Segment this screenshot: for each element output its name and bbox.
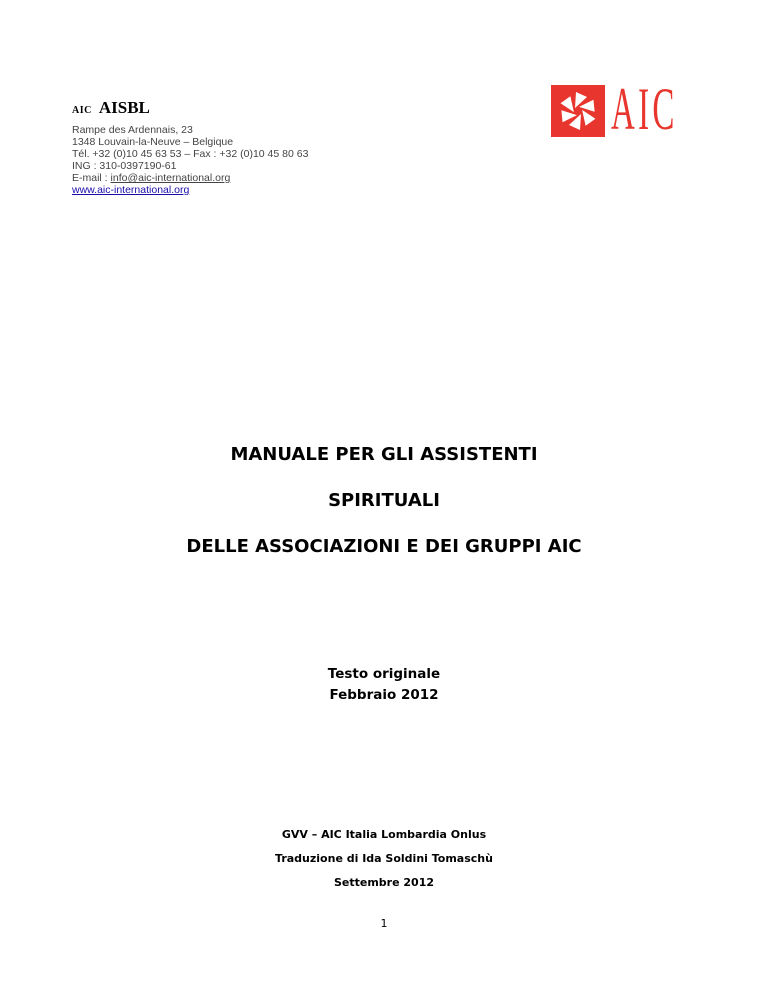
address-block [72,124,308,196]
address-street: Rampe des Ardennais, 23 [72,124,193,136]
org-type: AISBL [98,98,150,117]
address-email-line [72,172,308,184]
subtitle-original-text: Testo originale [327,666,441,682]
address-bank: ING : 310-0397190-61 [72,160,177,172]
document-title-line-1: MANUALE PER GLI ASSISTENTI [230,444,538,465]
organization-name [72,98,150,118]
page-number: 1 [380,917,388,930]
footer-translation: Traduzione di Ida Soldini Tomaschù [275,852,493,865]
address-website-line [72,184,308,196]
document-title-line-3: DELLE ASSOCIAZIONI E DEI GRUPPI AIC [186,536,582,557]
footer-date: Settembre 2012 [333,876,435,889]
address-city: 1348 Louvain-la-Neuve – Belgique [72,136,234,148]
address-phone: Tél. +32 (0)10 45 63 53 – Fax : +32 (0)10 45 80 63 [72,148,309,160]
aic-logo [551,76,691,142]
aic-logo-text: AIC [611,76,678,142]
footer-organization: GVV – AIC Italia Lombardia Onlus [281,828,487,841]
subtitle-date: Febbraio 2012 [329,687,439,703]
website-link[interactable]: www.aic-international.org [72,184,190,196]
email-label: E-mail : [72,172,111,184]
aic-logo-mark-icon [551,85,605,137]
org-abbrev: AIC [72,105,92,116]
document-title-line-2: SPIRITUALI [328,490,440,511]
email-link[interactable]: info@aic-international.org [110,172,231,184]
